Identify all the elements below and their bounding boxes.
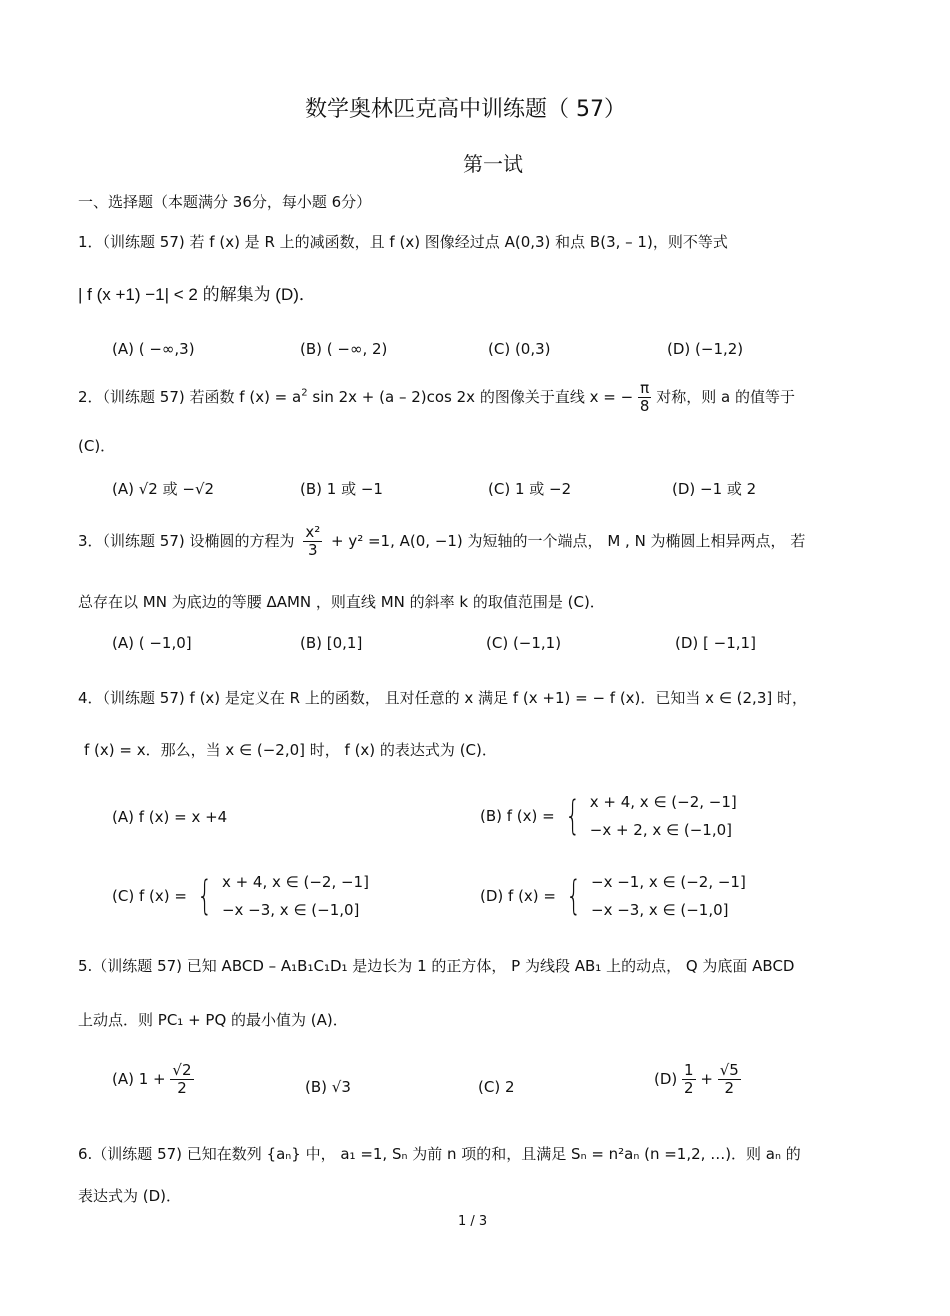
piecewise-cases: x + 4, x ∈ (−2, −1] −x −3, x ∈ (−1,0] xyxy=(221,873,369,919)
question-4-option-d: (D) f (x) = { −x −1, x ∈ (−2, −1] −x −3, x ∈ (−1,0] xyxy=(480,868,746,924)
section-subtitle: 第一试 xyxy=(463,152,523,176)
question-5-option-b: (B) √3 xyxy=(305,1078,351,1096)
question-1-line-2: | f (x +1) −1| < 2 的解集为 (D)． xyxy=(78,285,316,304)
left-brace: { xyxy=(564,793,580,839)
fraction-one-half: $\frac{1}{2}$ xyxy=(684,1061,694,1097)
question-1-option-a: (A) ( −∞,3) xyxy=(112,340,195,358)
question-3-line-1: 3．（训练题 57) 设椭圆的方程为 $\frac{\text{x²}}{3}$ + y² =1, A(0, −1) 为短轴的一个端点， M , N 为椭圆上相异两点， 若 xyxy=(78,523,806,559)
left-brace: { xyxy=(196,873,213,919)
question-5-option-d: (D) $\frac{1}{2}$ + $\frac{√5}{2}$ xyxy=(654,1061,739,1097)
question-5-option-c: (C) 2 xyxy=(478,1078,515,1096)
question-3-option-a: (A) ( −1,0] xyxy=(112,634,192,652)
question-1-option-b: (B) ( −∞, 2) xyxy=(300,340,388,358)
question-3-option-c: (C) (−1,1) xyxy=(486,634,562,652)
left-brace: { xyxy=(565,873,582,919)
question-4-option-a: (A) f (x) = x +4 xyxy=(112,808,228,826)
fraction-x2-over-3: $\frac{\text{x²}}{3}$ xyxy=(305,523,321,559)
question-2-line-1: 2．（训练题 57) 若函数 f $(x) = a^2$ sin 2x + (a – 2)cos 2x 的图像关于直线 x = − $\frac{\pi}{8}$ 对称，则 a 的值等于 xyxy=(78,379,795,415)
question-1-option-c: (C) (0,3) xyxy=(488,340,551,358)
question-4-line-2: f (x) = x．那么，当 x ∈ (−2,0] 时， f (x) 的表达式为 (C)． xyxy=(84,741,497,759)
exponent: 2 xyxy=(301,387,308,399)
question-2-option-d: (D) −1 或 2 xyxy=(672,480,757,498)
fraction-sqrt5-over-2: $\frac{√5}{2}$ xyxy=(719,1061,739,1097)
fraction-pi-over-8: $\frac{\pi}{8}$ xyxy=(639,379,650,415)
section-heading: 一、选择题（本题满分 36分，每小题 6分） xyxy=(78,193,372,211)
question-3-line-2: 总存在以 MN 为底边的等腰 ΔAMN ，则直线 MN 的斜率 k 的取值范围是 (C)． xyxy=(78,593,605,611)
piecewise-cases: x + 4, x ∈ (−2, −1] −x + 2, x ∈ (−1,0] xyxy=(589,793,737,839)
question-5-option-a: (A) 1 + $\frac{√2}{2}$ xyxy=(112,1061,192,1097)
question-6-line-1: 6.（训练题 57) 已知在数列 {aₙ} 中， a₁ =1, Sₙ 为前 n 项的和，且满足 Sₙ = n²aₙ (n =1,2, …)．则 aₙ 的 xyxy=(78,1145,801,1163)
page-title: 数学奥林匹克高中训练题（ 57） xyxy=(305,97,626,122)
question-2-line-2: (C)． xyxy=(78,437,116,455)
piecewise-cases: −x −1, x ∈ (−2, −1] −x −3, x ∈ (−1,0] xyxy=(591,873,746,919)
question-5-line-1: 5.（训练题 57) 已知 ABCD – A₁B₁C₁D₁ 是边长为 1 的正方体， P 为线段 AB₁ 上的动点， Q 为底面 ABCD xyxy=(78,957,795,975)
question-1-option-d: (D) (−1,2) xyxy=(667,340,744,358)
question-3-option-d: (D) [ −1,1] xyxy=(675,634,756,652)
question-2-option-c: (C) 1 或 −2 xyxy=(488,480,572,498)
question-3-option-b: (B) [0,1] xyxy=(300,634,363,652)
question-4-option-b: (B) f (x) = { x + 4, x ∈ (−2, −1] −x + 2, x ∈ (−1,0] xyxy=(480,788,737,844)
question-1-line-1: 1．（训练题 57) 若 f (x) 是 R 上的减函数，且 f (x) 图像经过点 A(0,3) 和点 B(3, – 1)，则不等式 xyxy=(78,233,728,251)
question-2-option-a: (A) √2 或 −√2 xyxy=(112,480,215,498)
question-4-line-1: 4．（训练题 57) f (x) 是定义在 R 上的函数， 且对任意的 x 满足 f (x +1) = − f (x)．已知当 x ∈ (2,3] 时， xyxy=(78,689,807,707)
fraction-sqrt2-over-2: $\frac{√2}{2}$ xyxy=(172,1061,192,1097)
page-number: 1 / 3 xyxy=(458,1214,488,1229)
question-5-line-2: 上动点．则 PC₁ + PQ 的最小值为 (A)． xyxy=(78,1011,348,1029)
question-2-option-b: (B) 1 或 −1 xyxy=(300,480,383,498)
question-4-option-c: (C) f (x) = { x + 4, x ∈ (−2, −1] −x −3, x ∈ (−1,0] xyxy=(112,868,369,924)
question-6-line-2: 表达式为 (D)． xyxy=(78,1187,182,1205)
